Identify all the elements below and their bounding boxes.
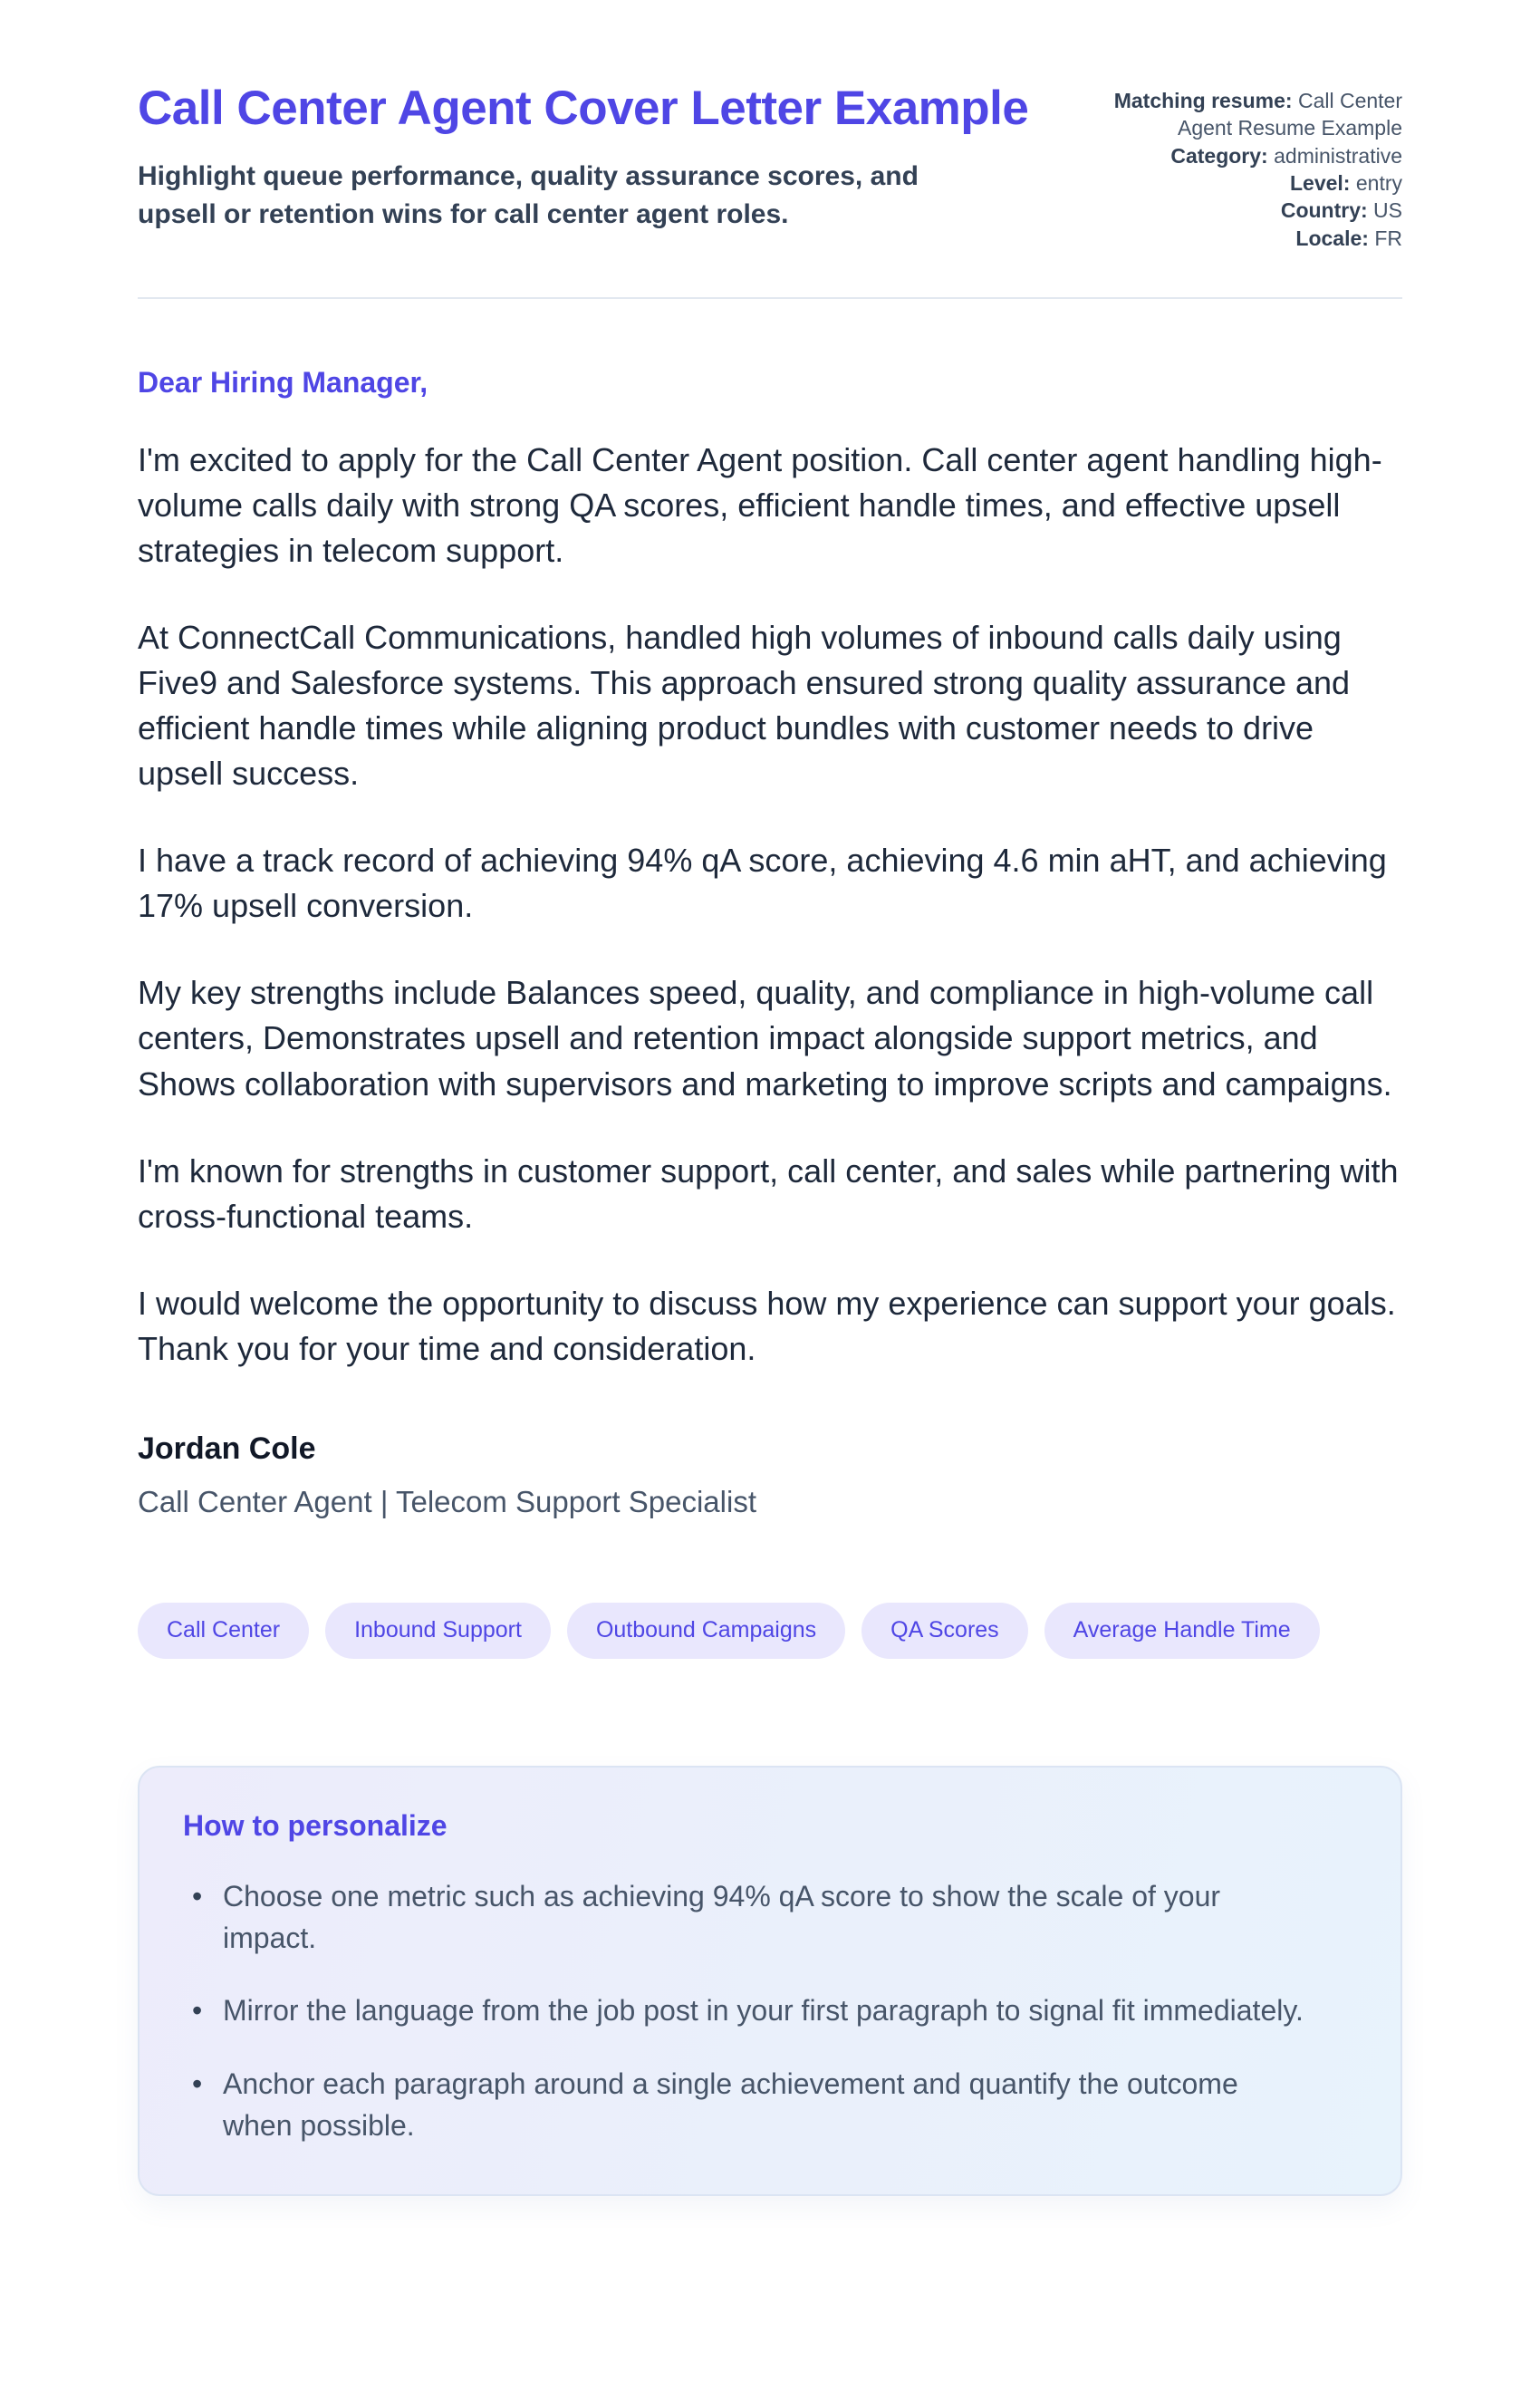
meta-label: Category: — [1170, 143, 1268, 168]
tag-pill[interactable]: Inbound Support — [325, 1603, 551, 1659]
meta-value: administrative — [1274, 143, 1402, 168]
personalize-heading: How to personalize — [183, 1808, 448, 1842]
letter-paragraph: I would welcome the opportunity to discuss how my experience can support your goals. Thank you for your time and consideration. — [138, 1284, 1396, 1367]
letter-paragraph: I'm known for strengths in customer support, call center, and sales while partnering with cross-functional teams. — [138, 1151, 1399, 1235]
personalize-tip: • Anchor each paragraph around a single achievement and quantify the outcome when possible. — [183, 2063, 1315, 2147]
letter-paragraph: I have a track record of achieving 94% qA score, achieving 4.6 min aHT, and achieving 17% upsell conversion. — [138, 842, 1387, 925]
meta-row — [1094, 197, 1402, 224]
meta-label: Matching resume: — [1113, 89, 1293, 112]
meta-value: entry — [1355, 171, 1402, 196]
meta-value: Call Center Agent Resume Example — [1177, 89, 1402, 140]
meta-value: US — [1373, 198, 1402, 223]
meta-label: Locale: — [1295, 226, 1369, 250]
meta-label: Country: — [1280, 198, 1368, 223]
meta-row — [1094, 169, 1402, 197]
personalize-tip: • Choose one metric such as achieving 94% qA score to show the scale of your impact. — [183, 1875, 1315, 1960]
meta-value: FR — [1374, 226, 1402, 250]
letter-body — [138, 438, 1402, 1372]
meta-row — [1094, 87, 1402, 142]
signature-role: Call Center Agent | Telecom Support Specialist — [138, 1484, 756, 1518]
page-subtitle: Highlight queue performance, quality assurance scores, and upsell or retention wins for call center agent roles. — [138, 160, 919, 230]
tag-pill[interactable]: Average Handle Time — [1044, 1603, 1320, 1659]
page-header — [138, 80, 1402, 252]
meta-block — [1094, 80, 1402, 252]
title-block — [138, 80, 1035, 235]
personalize-tip: • Mirror the language from the job post in your first paragraph to signal fit immediately. — [183, 1990, 1315, 2031]
tag-pill[interactable]: QA Scores — [861, 1603, 1028, 1659]
personalize-tip-list — [183, 1875, 1357, 2147]
letter-paragraph: My key strengths include Balances speed, quality, and compliance in high-volume call centers, Demonstrates upsell and retention impact alongside support metrics, and Shows collaboration with supervisors and marketing to improve scripts and campaigns. — [138, 974, 1392, 1103]
personalize-box — [138, 1766, 1402, 2196]
header-divider — [138, 297, 1402, 299]
meta-row — [1094, 225, 1402, 252]
page-title: Call Center Agent Cover Letter Example — [138, 82, 1029, 135]
letter-greeting: Dear Hiring Manager, — [138, 366, 428, 400]
meta-label: Level: — [1289, 171, 1351, 196]
meta-row — [1094, 142, 1402, 169]
tag-list — [138, 1603, 1402, 1659]
signature-name: Jordan Cole — [138, 1431, 316, 1466]
letter-paragraph: I'm excited to apply for the Call Center Agent position. Call center agent handling high-volume calls daily with strong QA scores, efficient handle times, and effective upsell strategies in telecom support. — [138, 441, 1382, 570]
tag-pill[interactable]: Outbound Campaigns — [567, 1603, 845, 1659]
letter-paragraph: At ConnectCall Communications, handled high volumes of inbound calls daily using Five9 and Salesforce systems. This approach ensured strong quality assurance and efficient handle times while aligning product bundles with customer needs to drive upsell success. — [138, 619, 1351, 793]
tag-pill[interactable]: Call Center — [138, 1603, 309, 1659]
